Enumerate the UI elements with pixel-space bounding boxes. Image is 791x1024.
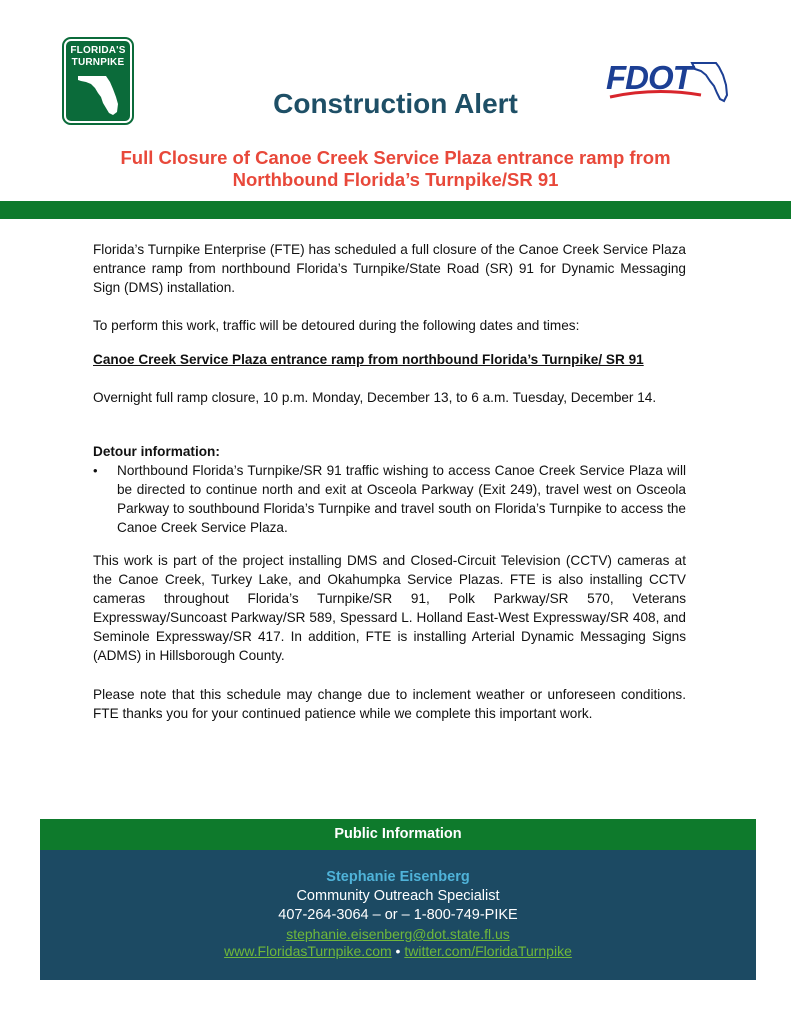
- subtitle-line2: Northbound Florida’s Turnpike/SR 91: [232, 169, 559, 190]
- public-information-box: [40, 850, 756, 980]
- twitter-link[interactable]: twitter.com/FloridaTurnpike: [404, 943, 572, 959]
- bullet-icon: •: [93, 463, 98, 478]
- contact-role: Community Outreach Specialist: [296, 888, 500, 904]
- intro-paragraph: Florida’s Turnpike Enterprise (FTE) has scheduled a full closure of the Canoe Creek Service Plaza entrance ramp from northbound Florida’s Turnpike/State Road (SR) 91 for Dynamic Messaging Sign (DMS) installation.: [93, 242, 686, 295]
- turnpike-logo-line2: TURNPIKE: [71, 57, 125, 68]
- closure-schedule: Overnight full ramp closure, 10 p.m. Monday, December 13, to 6 a.m. Tuesday, December 14.: [93, 390, 657, 405]
- subtitle-line1: Full Closure of Canoe Creek Service Plaza entrance ramp from: [120, 147, 671, 168]
- page-title: Construction Alert: [273, 88, 518, 119]
- detour-bullet-text: Northbound Florida’s Turnpike/SR 91 traffic wishing to access Canoe Creek Service Plaza will be directed to continue north and exit at Osceola Parkway (Exit 249), travel west on Osceola Parkway to southbound Florida’s Turnpike and travel south on Florida’s Turnpike to access the Canoe Creek Service Plaza.: [117, 463, 686, 535]
- turnpike-logo-line1: FLORIDA'S: [70, 45, 126, 56]
- alert-subtitle: [60, 147, 731, 191]
- green-divider: [0, 201, 791, 219]
- detour-intro-paragraph: To perform this work, traffic will be detoured during the following dates and times:: [93, 318, 580, 333]
- detour-heading: Detour information:: [93, 444, 220, 459]
- contact-email-link[interactable]: stephanie.eisenberg@dot.state.fl.us: [286, 926, 510, 942]
- contact-phone: 407-264-3064 – or – 1-800-749-PIKE: [278, 907, 518, 923]
- contact-links: [40, 942, 756, 961]
- closure-heading: Canoe Creek Service Plaza entrance ramp from northbound Florida’s Turnpike/ SR 91: [93, 352, 644, 367]
- schedule-note-paragraph: Please note that this schedule may change due to inclement weather or unforeseen conditions. FTE thanks you for your continued patience while we complete this important work.: [93, 687, 686, 721]
- project-paragraph: This work is part of the project installing DMS and Closed-Circuit Television (CCTV) cameras at the Canoe Creek, Turkey Lake, and Okahumpka Service Plazas. FTE is also installing CCTV cameras throughout Florida’s Turnpike/SR 91, Polk Parkway/SR 570, Veterans Expressway/Suncoast Parkway/SR 589, Spessard L. Holland East-West Expressway/SR 408, and Seminole Expressway/SR 417. In addition, FTE is installing Arterial Dynamic Messaging Signs (ADMS) in Hillsborough County.: [93, 553, 686, 663]
- fdot-logo-text: FDOT: [606, 59, 692, 96]
- public-information-heading: Public Information: [40, 819, 756, 850]
- link-separator: •: [395, 943, 401, 959]
- website-link[interactable]: www.FloridasTurnpike.com: [224, 943, 392, 959]
- contact-name: Stephanie Eisenberg: [326, 869, 470, 885]
